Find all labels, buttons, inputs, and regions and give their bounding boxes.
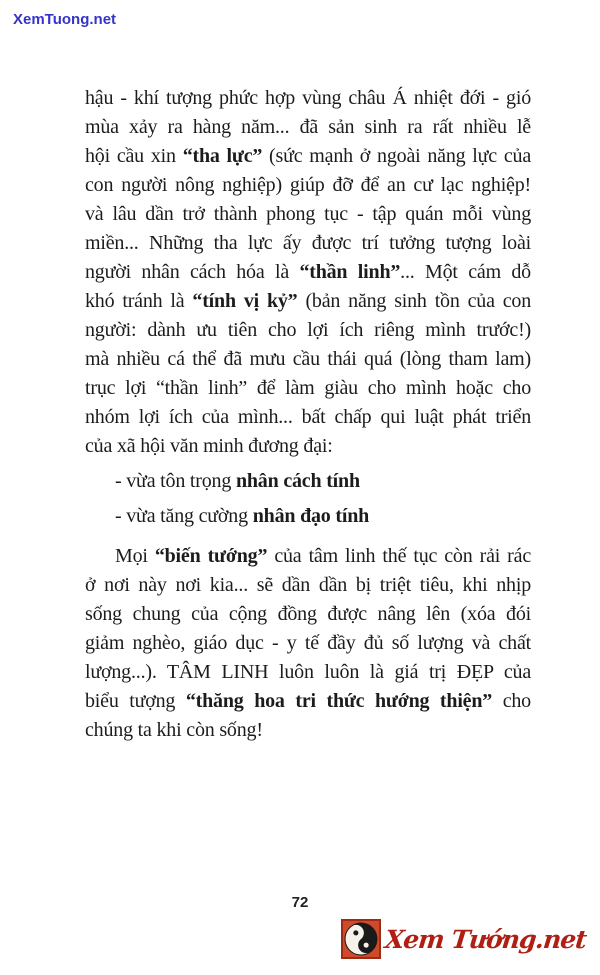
yin-yang-icon [341,919,381,959]
footer-logo[interactable] [341,919,586,959]
text-line: khó tránh là “tính vị kỷ” (bản năng sinh tồn của con [85,290,531,312]
text-line: hậu - khí tượng phức hợp vùng châu Á nhiệt đới - gió [85,87,531,109]
page-number: 72 [291,894,309,911]
text-line: hội cầu xin “tha lực” (sức mạnh ở ngoài năng lực của [85,145,531,167]
text-line: biểu tượng “thăng hoa tri thức hướng thiện” cho [85,690,531,712]
text-line: - vừa tăng cường nhân đạo tính [115,505,370,527]
text-line: và lâu dần trở thành phong tục - tập quán mỗi vùng [85,203,531,225]
text-line: của xã hội văn minh đương đại: [85,435,333,457]
text-line: mà nhiều cá thể đã mưu cầu thái quá (lòng tham lam) [85,348,531,370]
text-line: lượng...). TÂM LINH luôn luôn là giá trị ĐẸP của [85,661,531,683]
footer-logo-text: Xem Tướng.net [383,924,588,954]
text-line: người nhân cách hóa là “thần linh”... Một cám dỗ [85,261,531,283]
page-text-block [85,84,531,745]
text-line: miền... Những tha lực ấy được trí tưởng tượng loài [85,232,531,254]
text-line: người: dành ưu tiên cho lợi ích riêng mình trước!) [85,319,531,341]
text-line: sống chung của cộng đồng được nâng lên (xóa đói [85,603,531,625]
text-line: giảm nghèo, giáo dục - y tế đầy đủ số lượng và chất [85,632,531,654]
text-line: chúng ta khi còn sống! [85,719,263,741]
text-line: ở nơi này nơi kia... sẽ dần dần bị triệt tiêu, khi nhịp [85,574,531,596]
text-line: con người nông nghiệp) giúp đỡ để an cư lạc nghiệp! [85,174,531,196]
text-line: Mọi “biến tướng” của tâm linh thế tục còn rải rác [115,545,531,567]
header-site-link[interactable]: XemTuong.net [13,11,117,28]
text-line: mùa xảy ra hàng năm... đã sản sinh ra rất nhiều lễ [85,116,531,138]
text-line: nhóm lợi ích của mình... bất chấp qui luật phát triển [85,406,531,428]
text-line: - vừa tôn trọng nhân cách tính [115,470,360,492]
text-line: trục lợi “thần linh” để làm giàu cho mình hoặc cho [85,377,531,399]
